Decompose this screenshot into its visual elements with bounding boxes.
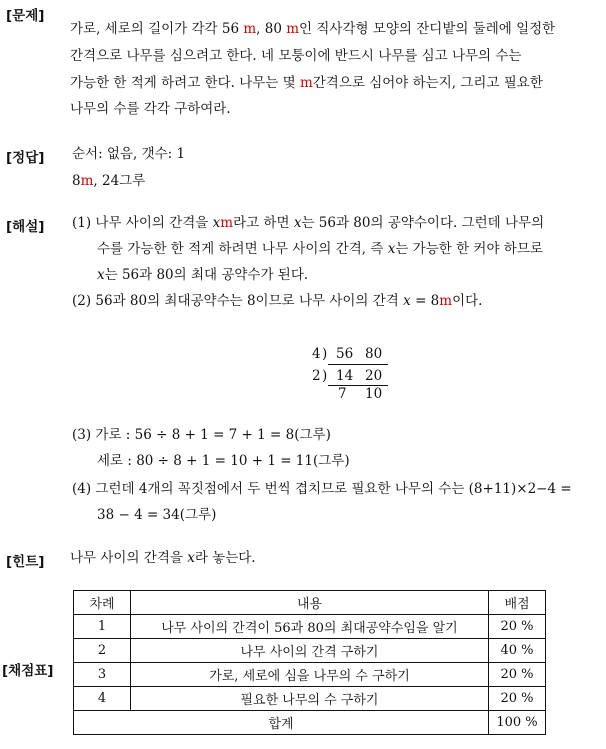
header-points: 배점 <box>489 591 546 615</box>
cell-points: 20 % <box>489 615 546 639</box>
total-value: 100 % <box>489 711 546 735</box>
cell-points: 20 % <box>489 687 546 711</box>
explanation-step-4-b: 38 − 4 = 34(그루) <box>97 507 217 523</box>
divisor-4: 4 <box>312 346 321 362</box>
problem-line-4: 나무의 수를 각각 구하여라. <box>70 101 231 117</box>
table-row <box>74 687 546 711</box>
explanation-step-4-a: (4) 그런데 4개의 꼭짓점에서 두 번씩 겹치므로 필요한 나무의 수는 (8+11)×2−4 = <box>72 481 572 497</box>
table-row <box>74 663 546 687</box>
problem-label: [문제] <box>6 8 45 24</box>
cell-order: 2 <box>74 639 131 663</box>
scoring-label: [채점표] <box>2 663 54 679</box>
table-row <box>74 615 546 639</box>
hint-label: [힌트] <box>6 554 45 570</box>
paren: ) <box>322 346 328 362</box>
answer-line-2: 8m, 24그루 <box>72 173 146 189</box>
explanation-step-1-line-2: 수를 가능한 한 적게 하려면 나무 사이의 간격, 즉 x는 가능한 한 커야 하므로 <box>97 241 543 257</box>
cell-content: 나무 사이의 간격 구하기 <box>131 639 489 663</box>
table-total-row <box>74 711 546 735</box>
explanation-step-3-b: 세로 : 80 ÷ 8 + 1 = 10 + 1 = 11(그루) <box>97 453 350 469</box>
dividend-80: 80 <box>365 346 383 362</box>
header-content: 내용 <box>131 591 489 615</box>
explanation-step-1: (1) 나무 사이의 간격을 xm라고 하면 x는 56과 80의 공약수이다. 그런데 나무의 <box>72 215 545 231</box>
table-header-row <box>74 591 546 615</box>
cell-order: 4 <box>74 687 131 711</box>
cell-points: 20 % <box>489 663 546 687</box>
explanation-label: [해설] <box>6 219 45 235</box>
explanation-step-3-a: (3) 가로 : 56 ÷ 8 + 1 = 7 + 1 = 8(그루) <box>72 427 331 443</box>
dividend-56: 56 <box>336 346 354 362</box>
cell-content: 나무 사이의 간격이 56과 80의 최대공약수임을 알기 <box>131 615 489 639</box>
explanation-step-2: (2) 56과 80의 최대공약수는 8이므로 나무 사이의 간격 x = 8m이다. <box>72 293 483 309</box>
header-order: 차례 <box>74 591 131 615</box>
explanation-step-1-line-3: x는 56과 80의 최대 공약수가 된다. <box>97 267 309 283</box>
table-row <box>74 639 546 663</box>
answer-line-1: 순서: 없음, 갯수: 1 <box>72 146 186 162</box>
cell-order: 3 <box>74 663 131 687</box>
problem-line-2: 간격으로 나무를 심으려고 한다. 네 모퉁이에 반드시 나무를 심고 나무의 수는 <box>70 48 522 64</box>
cell-order: 1 <box>74 615 131 639</box>
problem-line-1: 가로, 세로의 길이가 각각 56 m, 80 m인 직사각형 모양의 잔디밭의 둘레에 일정한 <box>70 21 556 37</box>
answer-label: [정답] <box>6 150 45 166</box>
hint-text: 나무 사이의 간격을 x라 놓는다. <box>70 550 256 566</box>
scoring-table <box>73 590 546 735</box>
problem-line-3: 가능한 한 적게 하려고 한다. 나무는 몇 m간격으로 심어야 하는지, 그리고 필요한 <box>70 75 543 91</box>
quotient-20: 20 <box>365 368 383 384</box>
cell-content: 가로, 세로에 심을 나무의 수 구하기 <box>131 663 489 687</box>
result-7: 7 <box>338 386 347 402</box>
cell-content: 필요한 나무의 수 구하기 <box>131 687 489 711</box>
quotient-14: 14 <box>336 368 354 384</box>
divisor-2: 2 <box>312 368 321 384</box>
cell-points: 40 % <box>489 639 546 663</box>
total-label: 합계 <box>74 711 489 735</box>
result-10: 10 <box>365 386 383 402</box>
paren: ) <box>322 368 328 384</box>
